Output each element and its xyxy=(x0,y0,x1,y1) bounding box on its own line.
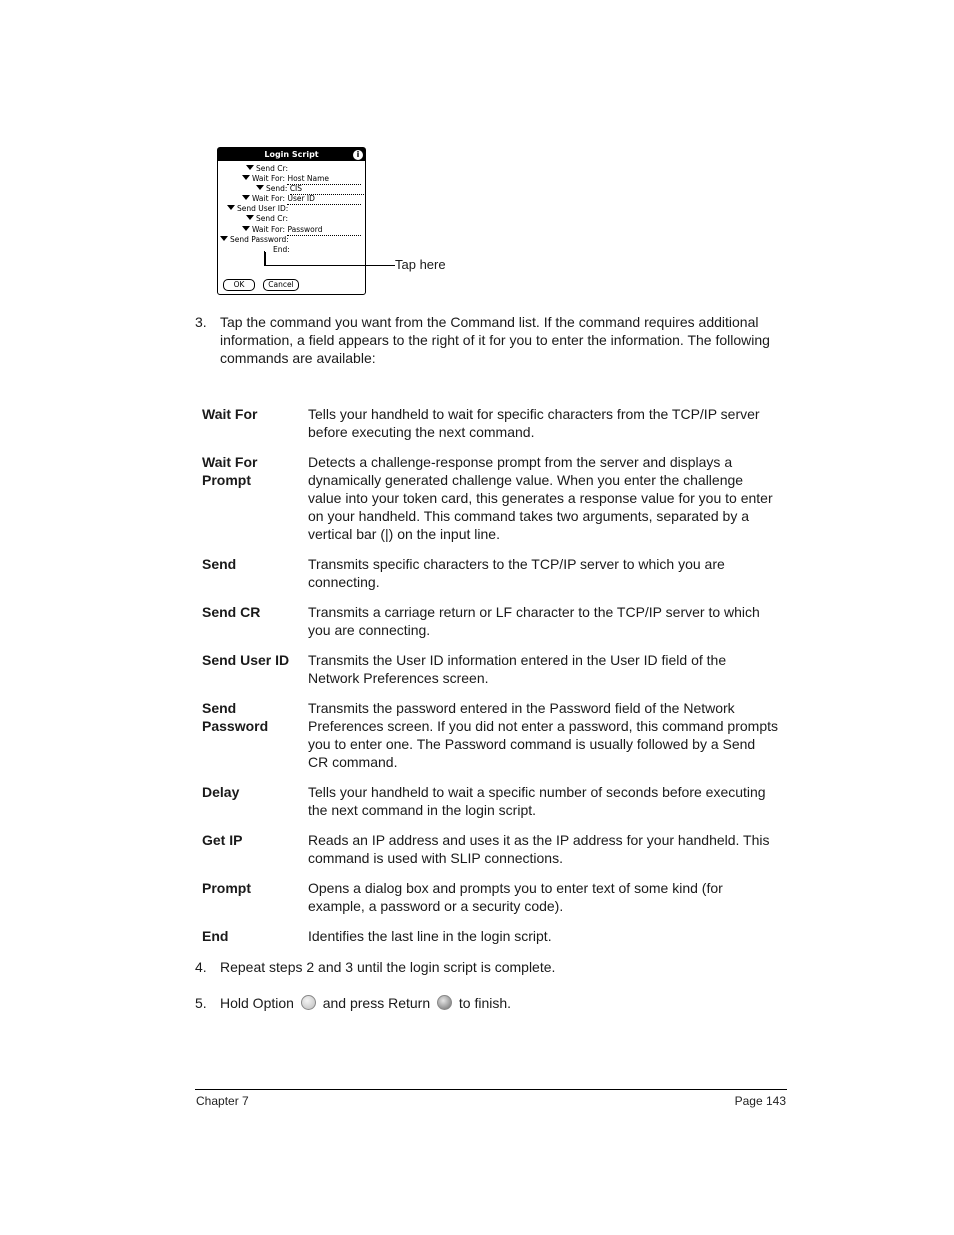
script-line[interactable]: Wait For: User ID xyxy=(242,194,361,204)
dropdown-arrow-icon[interactable] xyxy=(242,175,250,180)
step-text: Tap the command you want from the Command list. If the command requires additional information, a field appears to the right of it for you to enter the information. The following commands are available: xyxy=(220,314,770,366)
step-number: 3. xyxy=(195,314,207,330)
info-icon[interactable]: i xyxy=(353,150,363,160)
command-desc: Tells your handheld to wait for specific characters from the TCP/IP server before executing the next command. xyxy=(308,406,760,440)
script-line[interactable]: Wait For: Host Name xyxy=(242,174,361,184)
end-insert-marker xyxy=(265,252,266,266)
step-text: Hold Option and press Return to finish. xyxy=(220,995,512,1011)
script-field[interactable]: CIS xyxy=(290,184,364,195)
command-term: Wait For xyxy=(202,406,258,422)
command-desc: Opens a dialog box and prompts you to enter text of some kind (for example, a password or a security code). xyxy=(308,880,723,914)
footer-rule xyxy=(195,1089,787,1090)
tap-here-callout: Tap here xyxy=(395,257,446,272)
script-field[interactable]: User ID xyxy=(287,194,361,205)
dropdown-arrow-icon[interactable] xyxy=(220,236,228,241)
script-line[interactable]: Wait For: Password xyxy=(242,225,361,235)
command-term: End xyxy=(202,928,229,944)
script-line[interactable]: Send User ID: xyxy=(227,204,288,214)
command-term: Send Password xyxy=(202,700,269,734)
command-term: Send CR xyxy=(202,604,261,620)
callout-leader-vertical xyxy=(264,251,265,266)
command-term: Get IP xyxy=(202,832,243,848)
command-desc: Transmits specific characters to the TCP/IP server to which you are connecting. xyxy=(308,556,725,590)
script-line-end[interactable]: End: xyxy=(273,245,290,254)
command-desc: Transmits the User ID information entered in the User ID field of the Network Preferences screen. xyxy=(308,652,727,686)
dropdown-arrow-icon[interactable] xyxy=(227,205,235,210)
step-number: 4. xyxy=(195,959,207,975)
dropdown-arrow-icon[interactable] xyxy=(242,195,250,200)
callout-leader-horizontal xyxy=(264,265,395,266)
command-desc: Reads an IP address and uses it as the IP address for your handheld. This command is used with SLIP connections. xyxy=(308,832,770,866)
option-key-icon xyxy=(301,995,316,1010)
command-desc: Detects a challenge-response prompt from the server and displays a dynamically generated challenge value. When you enter the challenge value into your token card, this generates a response value for you to enter on your handheld. This command takes two arguments, separated by a vertical bar (|) on the input line. xyxy=(308,454,773,542)
script-field[interactable]: Password xyxy=(287,225,361,236)
footer-chapter: Chapter 7 xyxy=(196,1094,249,1108)
command-term: Wait For Prompt xyxy=(202,454,258,488)
command-term: Delay xyxy=(202,784,240,800)
return-key-icon xyxy=(437,995,452,1010)
command-desc: Tells your handheld to wait a specific number of seconds before executing the next command in the login script. xyxy=(308,784,766,818)
script-line[interactable]: Send Cr: xyxy=(246,214,288,224)
script-line[interactable]: Send Cr: xyxy=(246,164,288,174)
script-line[interactable]: Send: CIS xyxy=(256,184,364,194)
step-text: Repeat steps 2 and 3 until the login script is complete. xyxy=(220,959,556,975)
palm-title-bar xyxy=(218,148,365,161)
dropdown-arrow-icon[interactable] xyxy=(256,185,264,190)
command-desc: Transmits the password entered in the Password field of the Network Preferences screen. If you did not enter a password, this command prompts you to enter one. The Password command is usually followed by a Send CR command. xyxy=(308,700,779,770)
script-line[interactable]: Send Password: xyxy=(220,235,289,245)
cancel-button[interactable]: Cancel xyxy=(263,279,299,291)
step-number: 5. xyxy=(195,995,207,1011)
command-term: Prompt xyxy=(202,880,251,896)
dropdown-arrow-icon[interactable] xyxy=(246,215,254,220)
login-script-screenshot xyxy=(217,147,366,295)
footer-page-number: Page 143 xyxy=(734,1094,786,1108)
command-term: Send xyxy=(202,556,237,572)
command-desc: Identifies the last line in the login script. xyxy=(308,928,552,944)
script-field[interactable]: Host Name xyxy=(287,174,361,185)
command-desc: Transmits a carriage return or LF character to the TCP/IP server to which you are connecting. xyxy=(308,604,760,638)
ok-button[interactable]: OK xyxy=(223,279,255,291)
dropdown-arrow-icon[interactable] xyxy=(246,165,254,170)
palm-title: Login Script xyxy=(264,150,319,159)
dropdown-arrow-icon[interactable] xyxy=(242,226,250,231)
command-term: Send User ID xyxy=(202,652,290,668)
